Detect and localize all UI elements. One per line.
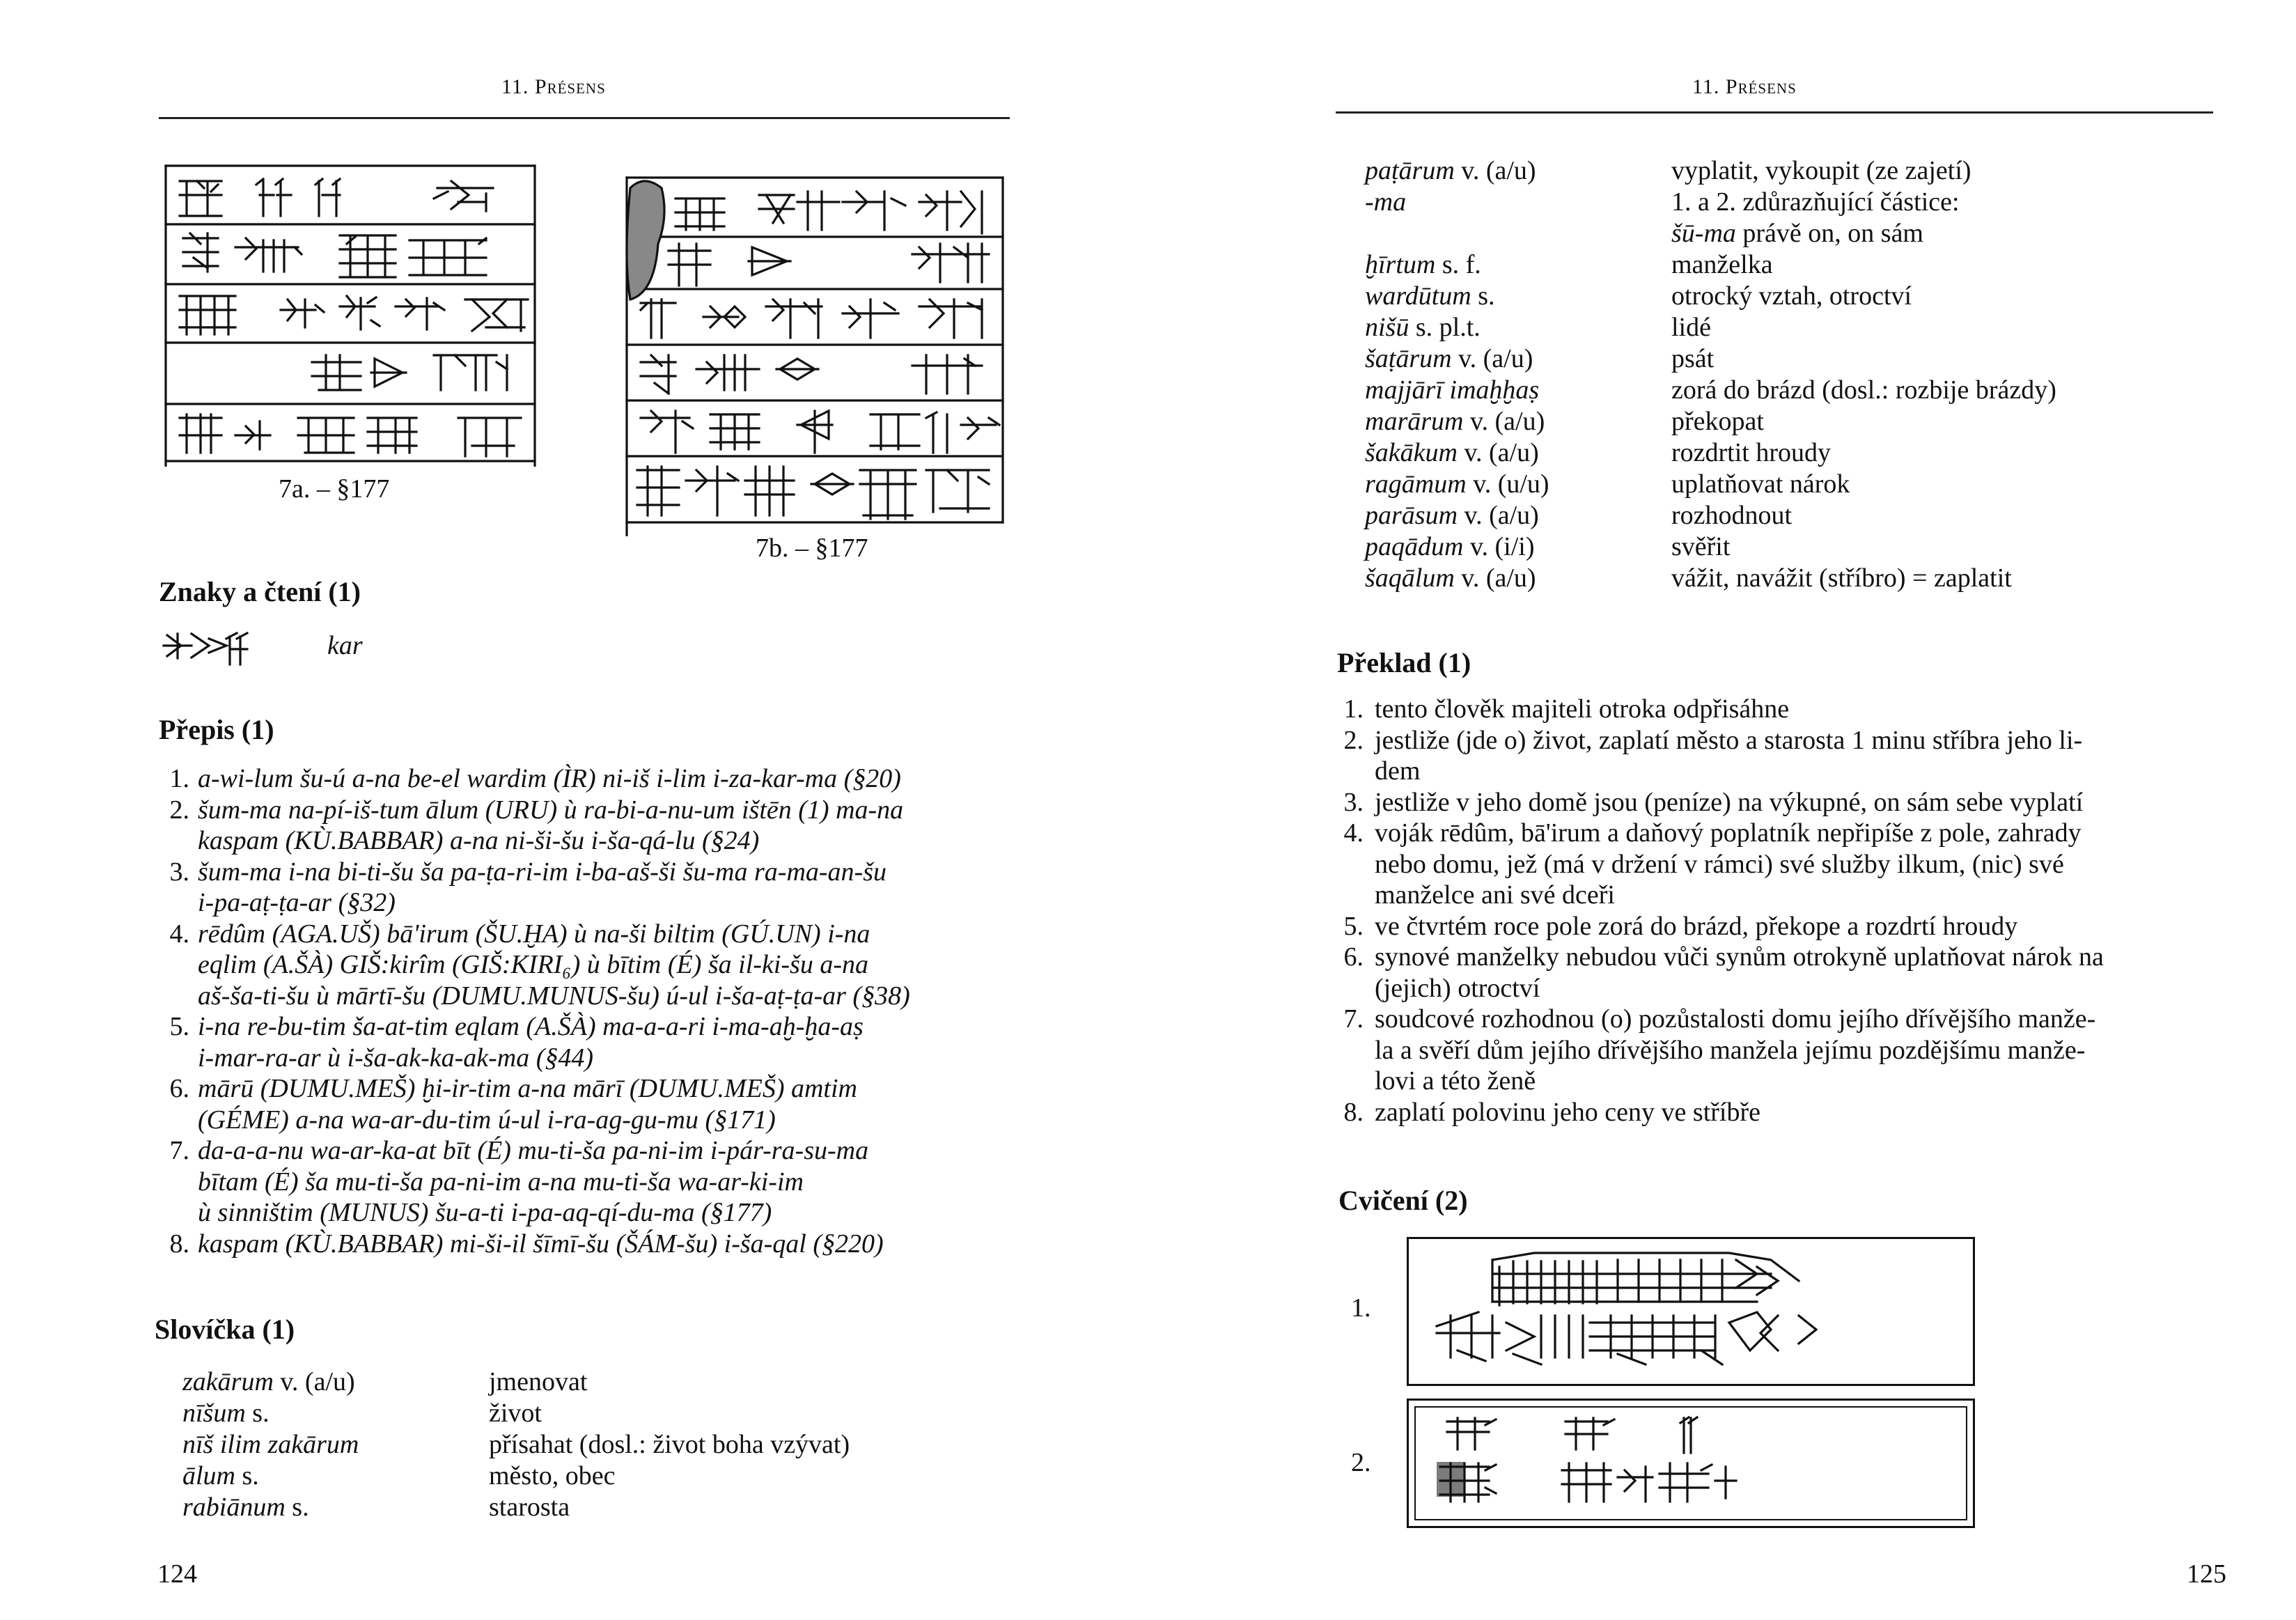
vocab-row: wardūtum s. otrocký vztah, otroctví <box>1365 281 1912 311</box>
preklad-item: 7. soudcové rozhodnou (o) pozůstalosti domu jejího dřívějšího manže- la a svěří dům jejího dřívějšího manžela jejímu pozdějšímu manže- lovi a této ženě <box>1343 1004 2096 1096</box>
vocab-row: parāsum v. (a/u) rozhodnout <box>1365 501 1793 530</box>
prepis-item: 3. šum-ma i-na bi-ti-šu ša pa-ṭa-ri-im i-ba-aš-ši šu-ma ra-ma-an-šu i-pa-aṭ-ṭa-ar (§32) <box>169 857 887 917</box>
vocab-row: šaṭārum v. (a/u) psát <box>1365 344 1715 373</box>
signs-heading: Znaky a čtení (1) <box>159 576 361 607</box>
prepis-item: 2. šum-ma na-pí-iš-tum ālum (URU) ù ra-bi-a-nu-um ištēn (1) ma-na kaspam (KÙ.BABBAR) a-na ni-ši-šu i-ša-qá-lu (§24) <box>169 795 904 855</box>
exercise-label-1: 1. <box>1351 1293 1371 1323</box>
vocab-row: nīš ilim zakārum přísahat (dosl.: život boha vzývat) <box>182 1430 850 1459</box>
vocab-row: nīšum s. život <box>182 1399 542 1428</box>
vocab-row: -ma 1. a 2. zdůrazňující částice: <box>1365 187 1960 217</box>
preklad-item: 6. synové manželky nebudou vůči synům otrokyně uplatňovat nárok na (jejich) otroctví <box>1343 942 2104 1003</box>
running-head-right: 11. Présens <box>1692 75 1797 98</box>
vocab-row: šaqālum v. (a/u) vážit, navážit (stříbro) = zaplatit <box>1365 563 2012 593</box>
preklad-item: 3. jestliže v jeho domě jsou (peníze) na výkupné, on sám sebe vyplatí <box>1343 787 2084 817</box>
sign-reading-kar: kar <box>327 631 363 660</box>
cuneiform-sign-icon <box>160 621 265 670</box>
preklad-item: 5. ve čtvrtém roce pole zorá do brázd, překope a rozdrtí hroudy <box>1343 911 2018 941</box>
preklad-item: 1. tento člověk majiteli otroka odpřisáhne <box>1343 694 1790 724</box>
page-number-right: 125 <box>2187 1559 2226 1589</box>
preklad-item: 2. jestliže (jde o) život, zaplatí město a starosta 1 minu stříbra jeho li- dem <box>1343 725 2083 786</box>
prepis-item: 4. rēdûm (AGA.UŠ) bā'irum (ŠU.ḪA) ù na-ši biltim (GÚ.UN) i-na eqlim (A.ŠÀ) GIŠ:kirîm (GIŠ:KIRI₆) ù bītim (É) ša il-ki-šu a-na aš-ša-ti-šu ù mārtī-šu (DUMU.MUNUS-šu) ú-ul i-ša-aṭ-ṭa-ar (§38) <box>169 919 910 1011</box>
vocab-row: paqādum v. (i/i) svěřit <box>1365 532 1731 561</box>
right-page <box>1149 0 2296 1620</box>
vocab-row: paṭārum v. (a/u) vyplatit, vykoupit (ze zajetí) <box>1365 156 1971 185</box>
vocab-row: šakākum v. (a/u) rozdrtit hroudy <box>1365 438 1832 467</box>
vocab-row: majjārī imaḫḫaṣ zorá do brázd (dosl.: rozbije brázdy) <box>1365 375 2056 405</box>
vocab-row: ālum s. město, obec <box>182 1461 616 1490</box>
preklad-list <box>1336 694 2215 1128</box>
vocab-heading: Slovíčka (1) <box>155 1314 295 1345</box>
prepis-item: 5. i-na re-bu-tim ša-at-tim eqlam (A.ŠÀ) ma-a-a-ri i-ma-aḫ-ḫa-aṣ i-mar-ra-ar ù i-ša-ak-ka-ak-ma (§44) <box>169 1012 864 1073</box>
vocab-table-left <box>182 1366 850 1523</box>
vocab-row: ragāmum v. (u/u) uplatňovat nárok <box>1365 469 1850 499</box>
exercise-2-cuneiform-box <box>1407 1399 1975 1528</box>
tablet-7a-caption: 7a. – §177 <box>279 474 390 504</box>
prepis-item: 8. kaspam (KÙ.BABBAR) mi-ši-il šīmī-šu (ŠÁM-šu) i-ša-qal (§220) <box>169 1229 884 1259</box>
cviceni-heading: Cvičení (2) <box>1338 1185 1468 1216</box>
prepis-list <box>155 763 1018 1259</box>
header-rule-left <box>159 117 1010 119</box>
prepis-heading: Přepis (1) <box>159 714 274 745</box>
prepis-item: 6. mārū (DUMU.MEŠ) ḫi-ir-tim a-na mārī (DUMU.MEŠ) amtim (GÉME) a-na wa-ar-du-tim ú-ul i-ra-ag-gu-mu (§171) <box>169 1074 857 1135</box>
vocab-row: marārum v. (a/u) překopat <box>1365 407 1764 436</box>
exercise-1-cuneiform-box <box>1407 1237 1975 1386</box>
vocab-row: zakārum v. (a/u) jmenovat <box>182 1367 588 1396</box>
vocab-row: šū-ma právě on, on sám <box>1671 219 1923 248</box>
preklad-item: 8. zaplatí polovinu jeho ceny ve stříbře <box>1343 1097 1760 1127</box>
vocab-table-right <box>1365 155 2056 594</box>
prepis-item: 1. a-wi-lum šu-ú a-na be-el wardim (ÌR) ni-iš i-lim i-za-kar-ma (§20) <box>169 764 901 793</box>
preklad-heading: Překlad (1) <box>1337 647 1471 678</box>
vocab-row: nišū s. pl.t. lidé <box>1365 313 1711 342</box>
vocab-row: rabiānum s. starosta <box>182 1493 570 1522</box>
preklad-item: 4. voják rēdûm, bā'irum a daňový poplatník nepřipíše z pole, zahrady nebo domu, jež (má v držení v rámci) své služby ilkum, (nic) své manželce ani své dceři <box>1343 818 2082 910</box>
exercise-label-2: 2. <box>1351 1448 1371 1477</box>
prepis-item: 7. da-a-a-nu wa-ar-ka-at bīt (É) mu-ti-ša pa-ni-im i-pár-ra-su-ma bītam (É) ša mu-ti-ša pa-ni-im a-na mu-ti-ša wa-ar-ki-im ù sinništim (MUNUS) šu-a-ti i-pa-aq-qí-du-ma (§177) <box>169 1136 869 1227</box>
header-rule-right <box>1336 111 2213 114</box>
cuneiform-tablet-7b <box>620 160 1010 536</box>
tablet-7b-caption: 7b. – §177 <box>756 533 868 563</box>
vocab-row: ḫīrtum s. f. manželka <box>1365 250 1773 279</box>
cuneiform-tablet-7a <box>159 160 549 467</box>
running-head-left: 11. Présens <box>501 75 606 98</box>
page-number-left: 124 <box>157 1559 197 1589</box>
